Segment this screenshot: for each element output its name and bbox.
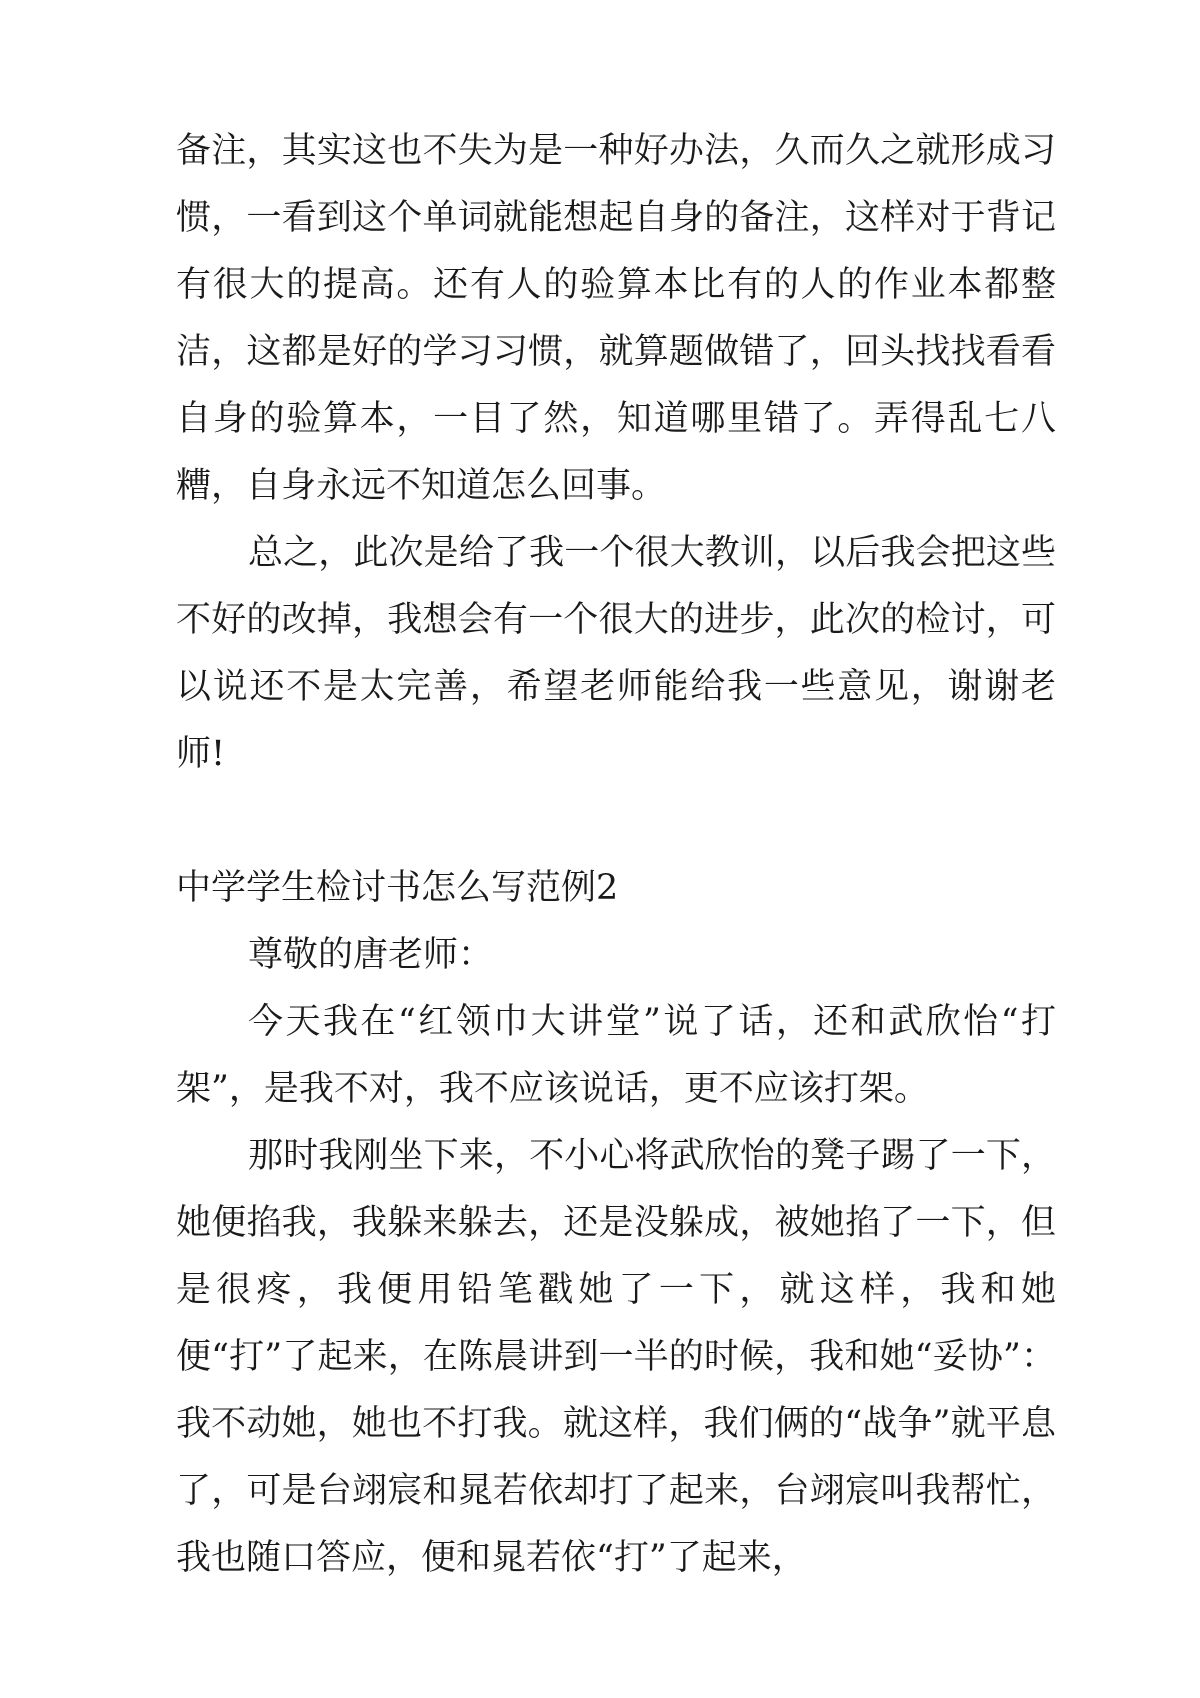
section-title: 中学学生检讨书怎么写范例2: [176, 868, 619, 908]
continuation-paragraph-1: 备注，其实这也不失为是一种好办法，久而久之就形成习惯，一看到这个单词就能想起自身的备注，这样对于背记有很大的提高。还有人的验算本比有的人的作业本都整洁，这都是好的学习习惯，就算题做错了，回头找找看看自身的验算本，一目了然，知道哪里错了。弄得乱七八糟，自身永远不知道怎么回事。: [176, 131, 1056, 506]
document-body: [176, 118, 1056, 1592]
letter-paragraph-1: 今天我在“红领巾大讲堂”说了话，还和武欣怡“打架”，是我不对，我不应该说话，更不应该打架。: [176, 1002, 1056, 1109]
letter-greeting: 尊敬的唐老师：: [248, 935, 494, 975]
continuation-paragraph-2: 总之，此次是给了我一个很大教训，以后我会把这些不好的改掉，我想会有一个很大的进步，此次的检讨，可以说还不是太完善，希望老师能给我一些意见，谢谢老师!: [176, 533, 1056, 774]
letter-paragraph-2: 那时我刚坐下来，不小心将武欣怡的凳子踢了一下，她便掐我，我躲来躲去，还是没躲成，被她掐了一下，但是很疼，我便用铅笔戳她了一下，就这样，我和她便“打”了起来，在陈晨讲到一半的时候，我和她“妥协”：我不动她，她也不打我。就这样，我们俩的“战争”就平息了，可是台翊宸和晁若依却打了起来，台翊宸叫我帮忙，我也随口答应，便和晁若依“打”了起来，: [176, 1136, 1056, 1578]
